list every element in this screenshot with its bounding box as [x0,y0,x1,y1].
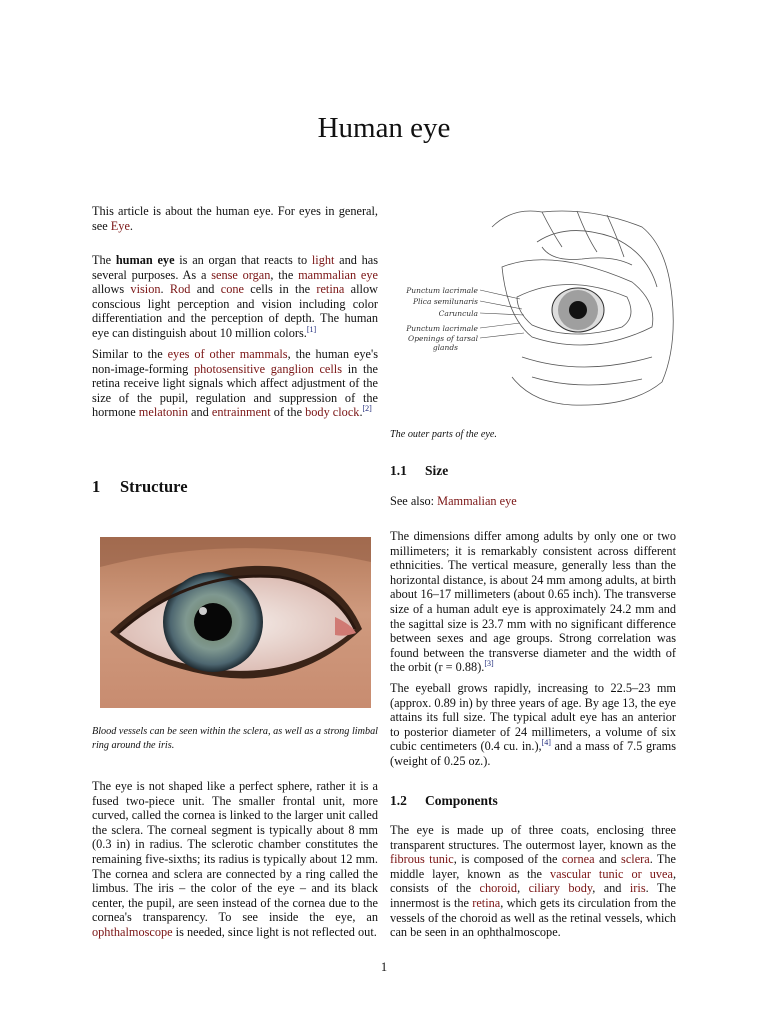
size-paragraph-2: The eyeball grows rapidly, increasing to 22.5–23 mm (approx. 0.89 in) by three years of age. By age 13, the eye attains its full size. The typical adult eye has an anterior to posterior diameter of 24 millimeters, a volume of six cubic centimeters (0.4 cu. in.),[4] and a mass of 7.5 grams (weight of 0.25 oz.). [390,681,676,768]
hatnote: This article is about the human eye. For eyes in general, see Eye. [92,204,378,233]
body-clock-link[interactable]: body clock [305,405,360,420]
label-caruncula: Caruncula [438,309,478,318]
term-human-eye: human eye [115,253,175,267]
ciliary-body-link[interactable]: ciliary body [528,881,593,896]
structure-paragraph: The eye is not shaped like a perfect sphere, rather it is a fused two-piece unit. The smaller frontal unit, more curved, called the cornea is linked to the larger unit called the sclera. The corneal segment is typically about 8 mm (0.3 in) in radius. The sclerotic chamber constitutes the remaining five-sixths; its radius is typically about 12 mm. The cornea and sclera are connected by a ring called the limbus. The iris – the color of the eye – and its black center, the pupil, are seen instead of the cornea due to the cornea's transparency. To see inside the eye, an ophthalmoscope is needed, since light is not reflected out. [92,779,378,939]
see-also: See also: Mammalian eye [390,494,517,508]
label-plica-semilunaris: Plica semilunaris [412,297,478,306]
figure-2-caption: Blood vessels can be seen within the sclera, as well as a strong limbal ring around the iris. [92,726,378,751]
intro-paragraph-1: The human eye is an organ that reacts to light and has several purposes. As a sense organ, the mammalian eye allows vision. Rod and cone cells in the retina allow conscious light perception and vision including color differentiation and the perception of depth. The human eye can distinguish about 10 million colors.[1] [92,253,379,340]
cone-link[interactable]: cone [220,282,244,297]
vision-link[interactable]: vision [130,282,161,297]
outer-eye-drawing [392,207,682,412]
eye-photo-image [100,537,371,708]
sense-organ-link[interactable]: sense organ [211,267,271,282]
label-openings-of-tarsal: Openings of tarsal [408,334,478,343]
light-link[interactable]: light [311,253,335,267]
ophthalmoscope-link[interactable]: ophthalmoscope [92,924,173,939]
label-punctum-lacrimale-lower: Punctum lacrimale [406,324,478,333]
intro-paragraph-2: Similar to the eyes of other mammals, the human eye's non-image-forming photosensitive ganglion cells in the retina receive light signals which affect adjustment of the size of the pupil, regulation and suppression of the hormone melatonin and entrainment of the body clock.[2] [92,347,378,420]
photosensitive-ganglion-cells-link[interactable]: photosensitive ganglion cells [194,361,343,376]
entrainment-link[interactable]: entrainment [211,405,271,420]
label-punctum-lacrimale-upper: Punctum lacrimale [406,286,478,295]
vascular-tunic-link[interactable]: vascular tunic or uvea [549,866,673,881]
sclera-link[interactable]: sclera [621,852,650,867]
page-title: Human eye [317,112,451,144]
fibrous-tunic-link[interactable]: fibrous tunic [390,852,454,867]
hatnote-text: This article is about the human eye. For eyes in general, see [92,204,378,233]
retina-link-2[interactable]: retina [472,895,501,910]
retina-link[interactable]: retina [316,282,345,297]
section-structure-heading: 1 Structure [92,477,188,496]
reference-4[interactable]: [4] [541,738,551,748]
reference-1[interactable]: [1] [306,324,317,334]
see-also-mammalian-eye-link[interactable]: Mammalian eye [437,494,517,508]
choroid-link[interactable]: choroid [479,881,518,896]
label-glands: glands [432,343,458,352]
section-components-heading: 1.2 Components [390,793,498,808]
figure-1-caption: The outer parts of the eye. [390,429,497,440]
components-paragraph: The eye is made up of three coats, enclosing three transparent structures. The outermost layer, known as the fibrous tunic, is composed of the cornea and sclera. The middle layer, known as the vascular tunic or uvea, consists of the choroid, ciliary body, and iris. The innermost is the retina, which gets its circulation from the vessels of the choroid as well as the retinal vessels, which can be seen in an ophthalmoscope. [390,823,677,940]
size-paragraph-1: The dimensions differ among adults by only one or two millimeters; it is remarkably consistent across different ethnicities. The vertical measure, generally less than the horizontal distance, is about 24 mm among adults, at birth about 16–17 millimeters (about 0.65 inch). The transverse size of a human adult eye is approximately 24.2 mm and the sagittal size is 23.7 mm with no significant difference between sexes and age groups. Strong correlation was found between the transverse diameter and the width of the orbit (r = 0.88).[3] [390,529,676,675]
section-size-heading: 1.1 Size [390,463,449,478]
page-number: 1 [380,960,388,974]
outer-eye-illustration[interactable] [392,207,682,412]
eye-link[interactable]: Eye [110,218,130,233]
rod-link[interactable]: Rod [169,282,191,297]
melatonin-link[interactable]: melatonin [138,405,188,420]
iris-link[interactable]: iris [629,881,646,896]
cornea-link[interactable]: cornea [561,852,595,867]
eyes-of-other-mammals-link[interactable]: eyes of other mammals [167,347,288,361]
mammalian-eye-link[interactable]: mammalian eye [298,267,378,282]
reference-3[interactable]: [3] [484,659,494,669]
eye-photo[interactable] [100,537,371,708]
reference-2[interactable]: [2] [362,404,372,414]
